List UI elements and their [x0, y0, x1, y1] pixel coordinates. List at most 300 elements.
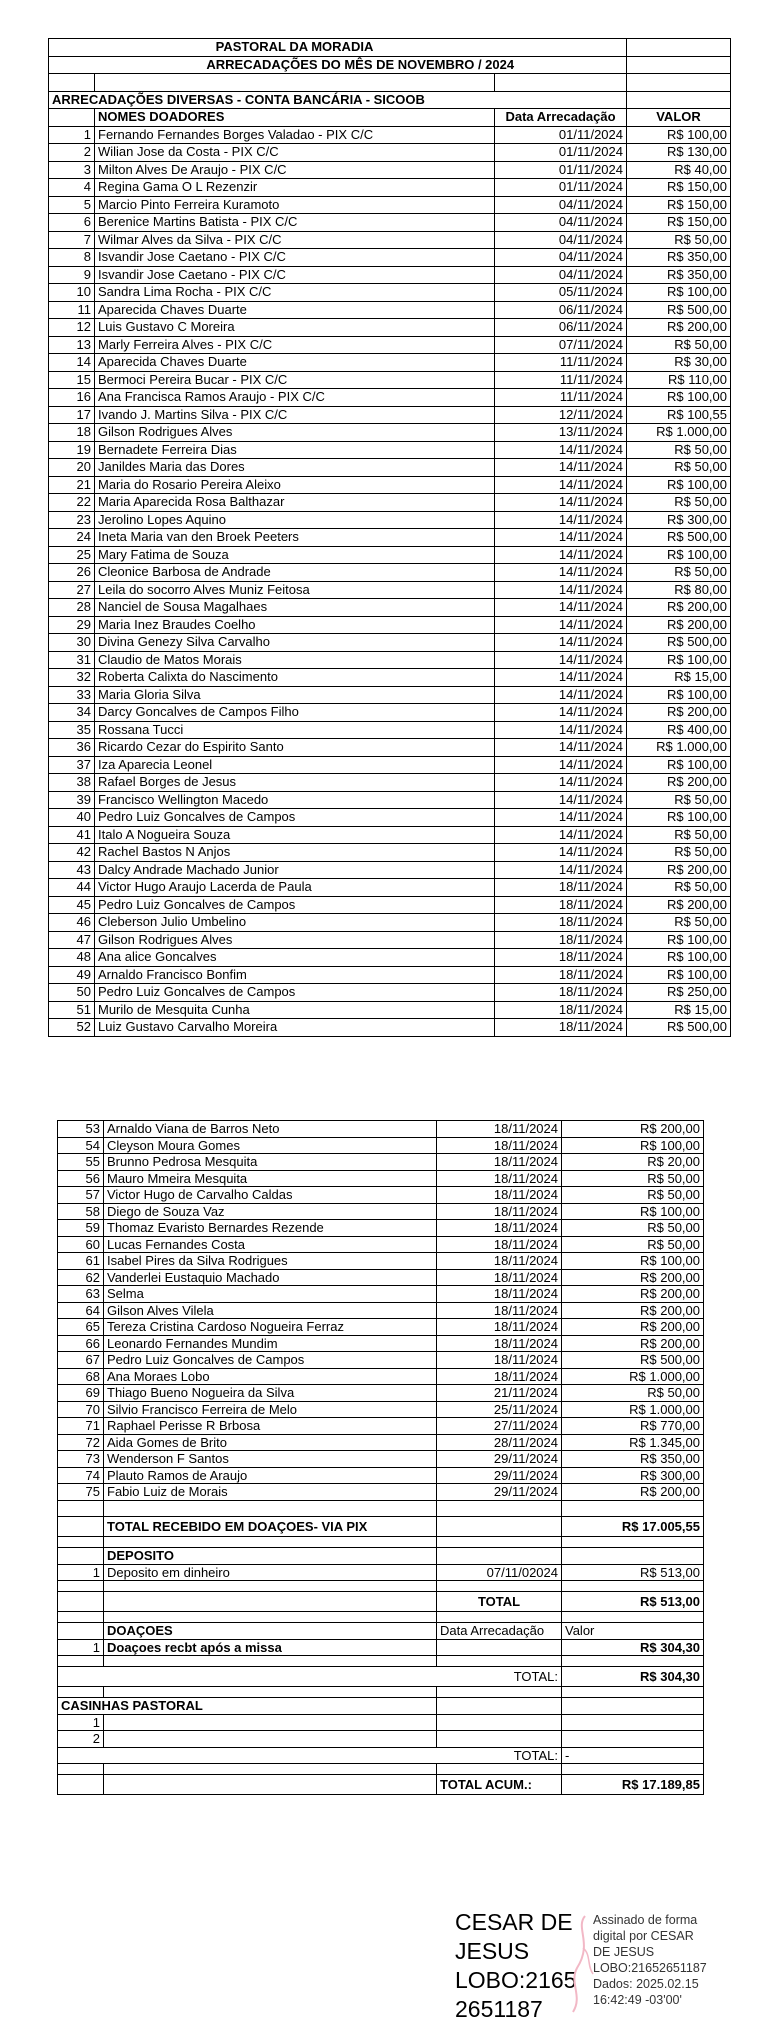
donation-value: R$ 200,00 [627, 896, 731, 914]
donor-name: Roberta Calixta do Nascimento [95, 669, 495, 687]
donation-value: R$ 770,00 [562, 1418, 704, 1435]
donation-value: R$ 100,00 [627, 476, 731, 494]
row-number: 55 [58, 1154, 104, 1171]
donation-date: 04/11/2024 [495, 249, 627, 267]
signature-detail-line: LOBO:21652651187 [593, 1961, 707, 1975]
donation-value: R$ 100,00 [627, 651, 731, 669]
donation-value: R$ 200,00 [627, 616, 731, 634]
donation-value: R$ 500,00 [627, 301, 731, 319]
row-number: 13 [49, 336, 95, 354]
donation-date: 13/11/2024 [495, 424, 627, 442]
donation-row [58, 1434, 704, 1451]
row-number: 14 [49, 354, 95, 372]
donor-name: Bermoci Pereira Bucar - PIX C/C [95, 371, 495, 389]
deposit-total-value: R$ 513,00 [562, 1592, 704, 1612]
donation-date: 18/11/2024 [437, 1220, 562, 1237]
casinhas-number-2: 2 [58, 1731, 104, 1748]
donation-row [49, 424, 731, 442]
row-number: 28 [49, 599, 95, 617]
deposit-total-label: TOTAL [437, 1592, 562, 1612]
donation-date: 14/11/2024 [495, 721, 627, 739]
donation-date: 18/11/2024 [495, 949, 627, 967]
donation-date: 14/11/2024 [495, 581, 627, 599]
row-number: 4 [49, 179, 95, 197]
donor-name: Lucas Fernandes Costa [104, 1236, 437, 1253]
row-number: 11 [49, 301, 95, 319]
donation-row [58, 1236, 704, 1253]
donation-value: R$ 100,00 [562, 1253, 704, 1270]
donation-date: 06/11/2024 [495, 301, 627, 319]
donation-row [49, 774, 731, 792]
donation-value: R$ 50,00 [627, 336, 731, 354]
signature-detail-line: Dados: 2025.02.15 [593, 1977, 699, 1991]
donation-date: 14/11/2024 [495, 844, 627, 862]
donor-name: Ana alice Goncalves [95, 949, 495, 967]
donation-row [49, 686, 731, 704]
donation-value: R$ 100,00 [562, 1137, 704, 1154]
casinhas-total-label: TOTAL: [104, 1747, 562, 1764]
donation-row [49, 791, 731, 809]
donation-value: R$ 200,00 [562, 1269, 704, 1286]
donor-name: Cleyson Moura Gomes [104, 1137, 437, 1154]
donation-value: R$ 100,00 [562, 1203, 704, 1220]
donor-name: Ana Francisca Ramos Araujo - PIX C/C [95, 389, 495, 407]
row-number: 44 [49, 879, 95, 897]
donor-name: Brunno Pedrosa Mesquita [104, 1154, 437, 1171]
donation-date: 18/11/2024 [495, 931, 627, 949]
donation-value: R$ 15,00 [627, 669, 731, 687]
signer-name-line: LOBO:2165 [455, 1967, 577, 1993]
donation-value: R$ 1.000,00 [627, 739, 731, 757]
donation-value: R$ 200,00 [627, 319, 731, 337]
donor-name: Thomaz Evaristo Bernardes Rezende [104, 1220, 437, 1237]
row-number: 71 [58, 1418, 104, 1435]
donation-value: R$ 200,00 [562, 1319, 704, 1336]
donation-date: 14/11/2024 [495, 739, 627, 757]
donation-value: R$ 150,00 [627, 196, 731, 214]
donor-name: Wenderson F Santos [104, 1451, 437, 1468]
row-number: 15 [49, 371, 95, 389]
row-number: 42 [49, 844, 95, 862]
donation-value: R$ 50,00 [627, 879, 731, 897]
donor-name: Aparecida Chaves Duarte [95, 354, 495, 372]
donation-value: R$ 500,00 [562, 1352, 704, 1369]
donation-date: 14/11/2024 [495, 651, 627, 669]
donation-row [49, 284, 731, 302]
donation-row [49, 511, 731, 529]
row-number: 59 [58, 1220, 104, 1237]
row-number: 54 [58, 1137, 104, 1154]
row-number: 50 [49, 984, 95, 1002]
row-number: 2 [49, 144, 95, 162]
donation-date: 01/11/2024 [495, 161, 627, 179]
donation-date: 21/11/2024 [437, 1385, 562, 1402]
donation-value: R$ 50,00 [562, 1385, 704, 1402]
row-number: 16 [49, 389, 95, 407]
donation-date: 12/11/2024 [495, 406, 627, 424]
row-number: 26 [49, 564, 95, 582]
donor-name: Gilson Rodrigues Alves [95, 931, 495, 949]
donation-row [49, 931, 731, 949]
donor-name: Isvandir Jose Caetano - PIX C/C [95, 249, 495, 267]
donor-name: Francisco Wellington Macedo [95, 791, 495, 809]
donor-name: Luis Gustavo C Moreira [95, 319, 495, 337]
donation-row [58, 1467, 704, 1484]
accumulated-total-label: TOTAL ACUM.: [437, 1775, 562, 1795]
row-number: 36 [49, 739, 95, 757]
donation-date: 14/11/2024 [495, 634, 627, 652]
donation-date: 18/11/2024 [495, 1001, 627, 1019]
donation-row [49, 319, 731, 337]
donor-name: Rachel Bastos N Anjos [95, 844, 495, 862]
donation-value: R$ 40,00 [627, 161, 731, 179]
row-number: 35 [49, 721, 95, 739]
row-number: 30 [49, 634, 95, 652]
donation-date: 18/11/2024 [495, 966, 627, 984]
donor-name: Cleberson Julio Umbelino [95, 914, 495, 932]
donation-value: R$ 150,00 [627, 214, 731, 232]
donation-value: R$ 500,00 [627, 1019, 731, 1037]
deposit-value: R$ 513,00 [562, 1564, 704, 1581]
donation-value: R$ 50,00 [627, 459, 731, 477]
casinhas-number-1: 1 [58, 1714, 104, 1731]
donation-row [58, 1451, 704, 1468]
donation-row [49, 861, 731, 879]
row-number: 12 [49, 319, 95, 337]
donation-row [49, 161, 731, 179]
donor-name: Luiz Gustavo Carvalho Moreira [95, 1019, 495, 1037]
row-number: 40 [49, 809, 95, 827]
donation-row [49, 144, 731, 162]
donation-date: 06/11/2024 [495, 319, 627, 337]
col-header-name: NOMES DOADORES [95, 109, 495, 127]
donor-name: Aparecida Chaves Duarte [95, 301, 495, 319]
donation-date: 14/11/2024 [495, 476, 627, 494]
donation-row [49, 389, 731, 407]
donation-value: R$ 200,00 [562, 1286, 704, 1303]
donation-value: R$ 50,00 [627, 441, 731, 459]
donor-name: Marcio Pinto Ferreira Kuramoto [95, 196, 495, 214]
row-number: 37 [49, 756, 95, 774]
donation-date: 14/11/2024 [495, 441, 627, 459]
accumulated-total-value: R$ 17.189,85 [562, 1775, 704, 1795]
col-header-date: Data Arrecadação [495, 109, 627, 127]
donation-value: R$ 15,00 [627, 1001, 731, 1019]
donation-date: 18/11/2024 [437, 1368, 562, 1385]
donation-value: R$ 80,00 [627, 581, 731, 599]
donation-date: 07/11/2024 [495, 336, 627, 354]
donation-date: 18/11/2024 [495, 879, 627, 897]
donation-row [49, 494, 731, 512]
donation-value: R$ 350,00 [562, 1451, 704, 1468]
donation-row [58, 1137, 704, 1154]
donation-row [49, 599, 731, 617]
row-number: 65 [58, 1319, 104, 1336]
row-number: 38 [49, 774, 95, 792]
donation-row [49, 266, 731, 284]
row-number: 6 [49, 214, 95, 232]
donation-value: R$ 50,00 [562, 1236, 704, 1253]
donation-row [58, 1121, 704, 1138]
donation-date: 14/11/2024 [495, 756, 627, 774]
donation-row [49, 581, 731, 599]
donations-table-part1 [48, 38, 731, 1037]
donation-value: R$ 100,00 [627, 949, 731, 967]
casinhas-heading: CASINHAS PASTORAL [58, 1698, 437, 1715]
donation-date: 04/11/2024 [495, 231, 627, 249]
donor-name: Nanciel de Sousa Magalhaes [95, 599, 495, 617]
row-number: 58 [58, 1203, 104, 1220]
row-number: 53 [58, 1121, 104, 1138]
donation-value: R$ 300,00 [562, 1467, 704, 1484]
row-number: 23 [49, 511, 95, 529]
donation-row [49, 406, 731, 424]
donation-row [49, 651, 731, 669]
donation-value: R$ 200,00 [562, 1121, 704, 1138]
donor-name: Maria Aparecida Rosa Balthazar [95, 494, 495, 512]
donor-name: Pedro Luiz Goncalves de Campos [95, 984, 495, 1002]
donor-name: Selma [104, 1286, 437, 1303]
donation-date: 14/11/2024 [495, 511, 627, 529]
row-number: 21 [49, 476, 95, 494]
donation-value: R$ 100,00 [627, 756, 731, 774]
donation-date: 04/11/2024 [495, 266, 627, 284]
doacoes-value: R$ 304,30 [562, 1639, 704, 1656]
row-number: 32 [49, 669, 95, 687]
deposit-heading: DEPOSITO [104, 1548, 437, 1565]
donation-value: R$ 200,00 [562, 1484, 704, 1501]
row-number: 69 [58, 1385, 104, 1402]
donor-name: Ineta Maria van den Broek Peeters [95, 529, 495, 547]
donation-date: 18/11/2024 [437, 1236, 562, 1253]
donation-date: 29/11/2024 [437, 1451, 562, 1468]
row-number: 73 [58, 1451, 104, 1468]
doacoes-heading: DOAÇOES [104, 1623, 437, 1640]
doacoes-total-value: R$ 304,30 [562, 1667, 704, 1687]
donation-value: R$ 500,00 [627, 529, 731, 547]
donation-row [49, 179, 731, 197]
donor-name: Pedro Luiz Goncalves de Campos [95, 809, 495, 827]
row-number: 52 [49, 1019, 95, 1037]
donation-value: R$ 100,00 [627, 686, 731, 704]
row-number: 61 [58, 1253, 104, 1270]
donation-row [49, 756, 731, 774]
donation-value: R$ 200,00 [562, 1302, 704, 1319]
donor-name: Fernando Fernandes Borges Valadao - PIX C/C [95, 126, 495, 144]
donation-date: 14/11/2024 [495, 774, 627, 792]
donation-date: 14/11/2024 [495, 494, 627, 512]
donation-value: R$ 300,00 [627, 511, 731, 529]
donor-name: Leila do socorro Alves Muniz Feitosa [95, 581, 495, 599]
donation-date: 01/11/2024 [495, 179, 627, 197]
donation-value: R$ 100,00 [627, 284, 731, 302]
donation-row [58, 1302, 704, 1319]
donor-name: Murilo de Mesquita Cunha [95, 1001, 495, 1019]
section-title: ARRECADAÇÕES DIVERSAS - CONTA BANCÁRIA - SICOOB [49, 91, 495, 109]
donation-value: R$ 1.345,00 [562, 1434, 704, 1451]
donor-name: Victor Hugo Araujo Lacerda de Paula [95, 879, 495, 897]
donation-value: R$ 50,00 [562, 1220, 704, 1237]
donation-row [49, 896, 731, 914]
signature-detail-line: 16:42:49 -03'00' [593, 1993, 682, 2007]
donation-row [49, 196, 731, 214]
org-title: PASTORAL DA MORADIA [95, 39, 495, 57]
donation-value: R$ 350,00 [627, 266, 731, 284]
donation-date: 14/11/2024 [495, 826, 627, 844]
signer-name-line: JESUS [455, 1938, 530, 1964]
donation-row [58, 1203, 704, 1220]
pix-total-value: R$ 17.005,55 [562, 1517, 704, 1537]
donation-row [58, 1385, 704, 1402]
donation-date: 18/11/2024 [437, 1137, 562, 1154]
row-number: 25 [49, 546, 95, 564]
donor-name: Iza Aparecia Leonel [95, 756, 495, 774]
donation-row [49, 634, 731, 652]
donation-row [58, 1368, 704, 1385]
donation-value: R$ 1.000,00 [562, 1401, 704, 1418]
donation-row [58, 1269, 704, 1286]
donation-date: 04/11/2024 [495, 214, 627, 232]
row-number: 47 [49, 931, 95, 949]
donation-value: R$ 30,00 [627, 354, 731, 372]
donation-value: R$ 100,00 [627, 966, 731, 984]
donation-row [49, 126, 731, 144]
row-number: 75 [58, 1484, 104, 1501]
donation-row [58, 1286, 704, 1303]
row-number: 66 [58, 1335, 104, 1352]
row-number: 7 [49, 231, 95, 249]
donor-name: Mary Fatima de Souza [95, 546, 495, 564]
donation-date: 29/11/2024 [437, 1467, 562, 1484]
row-number: 49 [49, 966, 95, 984]
row-number: 9 [49, 266, 95, 284]
doacoes-col-date: Data Arrecadação [437, 1623, 562, 1640]
donation-value: R$ 50,00 [627, 791, 731, 809]
donation-row [49, 529, 731, 547]
row-number: 27 [49, 581, 95, 599]
donor-name: Fabio Luiz de Morais [104, 1484, 437, 1501]
donation-date: 18/11/2024 [437, 1253, 562, 1270]
donation-row [49, 721, 731, 739]
donation-date: 18/11/2024 [437, 1269, 562, 1286]
donation-value: R$ 350,00 [627, 249, 731, 267]
row-number: 3 [49, 161, 95, 179]
row-number: 33 [49, 686, 95, 704]
donor-name: Gilson Alves Vilela [104, 1302, 437, 1319]
donor-name: Plauto Ramos de Araujo [104, 1467, 437, 1484]
donation-row [49, 249, 731, 267]
donor-name: Aida Gomes de Brito [104, 1434, 437, 1451]
donation-value: R$ 200,00 [627, 599, 731, 617]
donation-date: 14/11/2024 [495, 564, 627, 582]
donation-row [49, 441, 731, 459]
donation-date: 05/11/2024 [495, 284, 627, 302]
donor-name: Leonardo Fernandes Mundim [104, 1335, 437, 1352]
row-number: 45 [49, 896, 95, 914]
donation-row [49, 1019, 731, 1037]
row-number: 60 [58, 1236, 104, 1253]
donation-date: 18/11/2024 [437, 1319, 562, 1336]
donation-date: 18/11/2024 [437, 1203, 562, 1220]
donation-value: R$ 130,00 [627, 144, 731, 162]
donation-value: R$ 100,00 [627, 546, 731, 564]
row-number: 51 [49, 1001, 95, 1019]
donation-date: 18/11/2024 [495, 914, 627, 932]
donation-value: R$ 50,00 [562, 1170, 704, 1187]
donation-row [58, 1253, 704, 1270]
donor-name: Janildes Maria das Dores [95, 459, 495, 477]
donation-date: 18/11/2024 [437, 1286, 562, 1303]
donation-row [58, 1352, 704, 1369]
donation-row [58, 1319, 704, 1336]
donation-row [49, 371, 731, 389]
donation-date: 18/11/2024 [437, 1302, 562, 1319]
donation-value: R$ 20,00 [562, 1154, 704, 1171]
donation-date: 27/11/2024 [437, 1418, 562, 1435]
row-number: 17 [49, 406, 95, 424]
donor-name: Isabel Pires da Silva Rodrigues [104, 1253, 437, 1270]
donation-value: R$ 50,00 [627, 494, 731, 512]
donation-date: 14/11/2024 [495, 599, 627, 617]
donation-value: R$ 50,00 [627, 844, 731, 862]
doacoes-col-value: Valor [562, 1623, 704, 1640]
donation-row [49, 949, 731, 967]
donation-row [58, 1170, 704, 1187]
row-number: 46 [49, 914, 95, 932]
pix-total-label: TOTAL RECEBIDO EM DOAÇOES- VIA PIX [104, 1517, 437, 1537]
donation-value: R$ 250,00 [627, 984, 731, 1002]
donation-date: 11/11/2024 [495, 354, 627, 372]
donation-row [58, 1484, 704, 1501]
row-number: 5 [49, 196, 95, 214]
row-number: 67 [58, 1352, 104, 1369]
donation-row [49, 966, 731, 984]
signer-name-line: CESAR DE [455, 1909, 573, 1935]
donation-row [49, 1001, 731, 1019]
donation-row [58, 1418, 704, 1435]
donor-name: Pedro Luiz Goncalves de Campos [104, 1352, 437, 1369]
donation-value: R$ 110,00 [627, 371, 731, 389]
donation-date: 11/11/2024 [495, 389, 627, 407]
donor-name: Cleonice Barbosa de Andrade [95, 564, 495, 582]
donation-row [49, 809, 731, 827]
donor-name: Jerolino Lopes Aquino [95, 511, 495, 529]
donor-name: Gilson Rodrigues Alves [95, 424, 495, 442]
donor-name: Rafael Borges de Jesus [95, 774, 495, 792]
donor-name: Italo A Nogueira Souza [95, 826, 495, 844]
donation-row [49, 844, 731, 862]
donation-date: 18/11/2024 [437, 1352, 562, 1369]
donation-date: 14/11/2024 [495, 529, 627, 547]
row-number: 8 [49, 249, 95, 267]
donation-date: 14/11/2024 [495, 861, 627, 879]
donation-value: R$ 50,00 [627, 914, 731, 932]
donation-row [49, 546, 731, 564]
donation-row [49, 826, 731, 844]
donation-date: 01/11/2024 [495, 144, 627, 162]
donation-row [49, 301, 731, 319]
row-number: 62 [58, 1269, 104, 1286]
donation-row [49, 564, 731, 582]
donor-name: Darcy Goncalves de Campos Filho [95, 704, 495, 722]
donation-date: 04/11/2024 [495, 196, 627, 214]
row-number: 29 [49, 616, 95, 634]
row-number: 63 [58, 1286, 104, 1303]
donation-value: R$ 150,00 [627, 179, 731, 197]
donations-table-part2 [57, 1120, 704, 1795]
donation-row [58, 1187, 704, 1204]
signature-details [593, 1912, 743, 2008]
